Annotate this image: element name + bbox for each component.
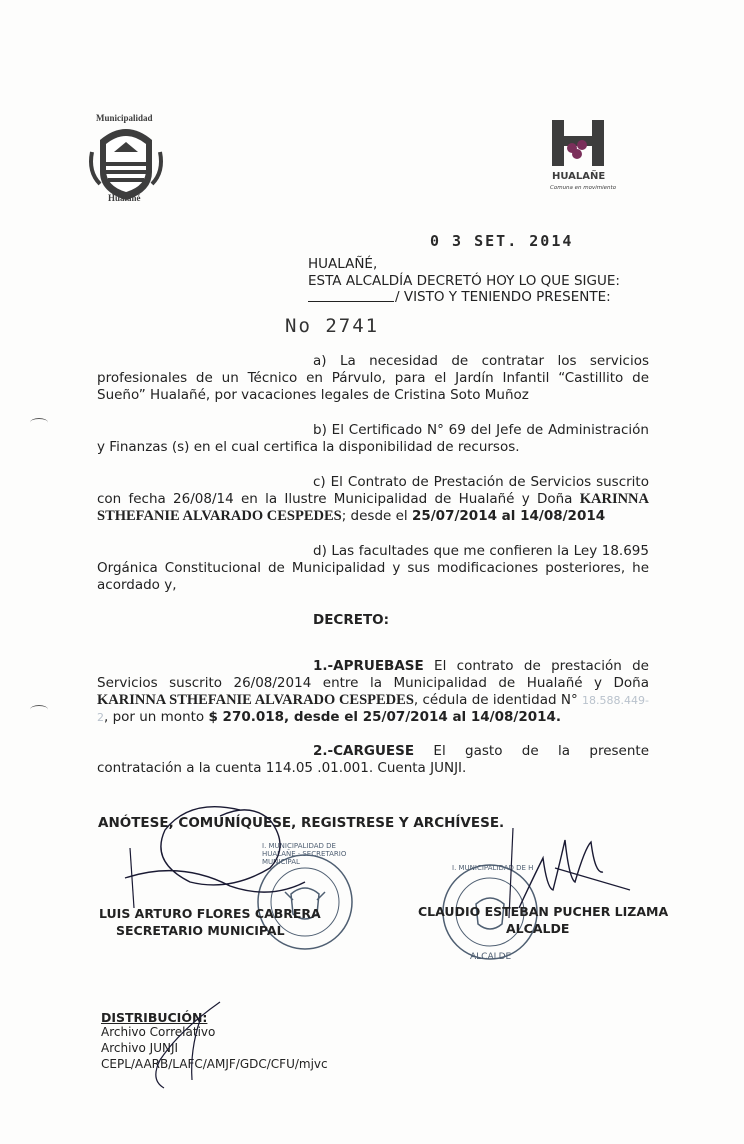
decree-number: No 2741 — [285, 315, 380, 337]
distribution-line-3: CEPL/AARB/LAFC/AMJF/GDC/CFU/mjvc — [101, 1057, 328, 1071]
mayor-title: ALCALDE — [506, 921, 570, 936]
secretary-seal-text: I. MUNICIPALIDAD DE HUALAÑE · SECRETARIO MUNICIPAL — [262, 842, 347, 866]
intro-statement: ESTA ALCALDÍA DECRETÓ HOY LO QUE SIGUE: — [308, 273, 620, 289]
left-logo-top-text: Municipalidad — [96, 113, 153, 123]
mayor-seal-bottom: ALCALDE — [470, 952, 512, 962]
item-b: b) El Certificado N° 69 del Jefe de Administración y Finanzas (s) en el cual certifica la disponibilidad de recursos. — [97, 422, 649, 455]
right-logo-tagline: Comuna en movimiento — [550, 185, 617, 191]
margin-mark-2 — [30, 705, 48, 714]
decreto-heading: DECRETO: — [313, 612, 390, 628]
id-number: 18.588.449-2 — [97, 694, 649, 724]
left-logo-bottom-text: Hualañé — [108, 193, 141, 203]
contract-dates: 25/07/2014 al 14/08/2014 — [411, 508, 606, 524]
distribution-heading: DISTRIBUCIÓN: — [101, 1010, 208, 1025]
intro-visto: / VISTO Y TENIENDO PRESENTE: — [395, 289, 611, 305]
secretary-signature — [120, 790, 310, 920]
item-d: d) Las facultades que me confieren la Ley 18.695 Orgánica Constitucional de Municipalidad y sus modificaciones posteriores, he acordado y, — [97, 543, 649, 593]
article-1: 1.-APRUEBASE El contrato de prestación de Servicios suscrito 26/08/2014 entre la Municipalidad de Hualañé y Doña KARINNA STHEFANIE ALVARADO CESPEDES, cédula de identidad N° 18.588.449-2, por un monto $ 270.018, desde el 25/07/2014 al 14/08/2014. — [97, 658, 649, 725]
hualane-comuna-logo — [548, 118, 608, 168]
secretary-title: SECRETARIO MUNICIPAL — [116, 923, 285, 938]
date-stamp: 0 3 SET. 2014 — [430, 232, 574, 250]
intro-city: HUALAÑÉ, — [308, 256, 378, 272]
item-c: c) El Contrato de Prestación de Servicios suscrito con fecha 26/08/14 en la Ilustre Municipalidad de Hualañé y Doña KARINNA STHEFANIE ALVARADO CESPEDES; desde el 25/07/2014 al 14/08/2014 — [97, 474, 649, 524]
right-logo-name: HUALAÑE — [552, 171, 606, 182]
intro-blank-line — [308, 301, 394, 302]
item-a: a) La necesidad de contratar los servicios profesionales de un Técnico en Párvulo, para el Jardín Infantil “Castillito de Sueño” Hualañé, por vacaciones legales de Cristina Soto Muñoz — [97, 353, 649, 403]
distribution-line-1: Archivo Correlativo — [101, 1025, 216, 1039]
article-2: 2.-CARGUESE El gasto de la presente contratación a la cuenta 114.05 .01.001. Cuenta JUNJI. — [97, 743, 649, 776]
margin-mark-1 — [30, 418, 48, 427]
secretary-name: LUIS ARTURO FLORES CABRERA — [99, 906, 321, 921]
mayor-seal-text: I. MUNICIPALIDAD DE H — [452, 864, 534, 872]
mayor-name: CLAUDIO ESTEBAN PUCHER LIZAMA — [418, 904, 669, 919]
closing-formula: ANÓTESE, COMUNÍQUESE, REGISTRESE Y ARCHÍVESE. — [98, 815, 505, 831]
contractor-name: KARINNA STHEFANIE ALVARADO CESPEDES — [97, 491, 649, 524]
distribution-initials-scribble — [140, 1000, 230, 1090]
distribution-line-2: Archivo JUNJI — [101, 1041, 179, 1055]
